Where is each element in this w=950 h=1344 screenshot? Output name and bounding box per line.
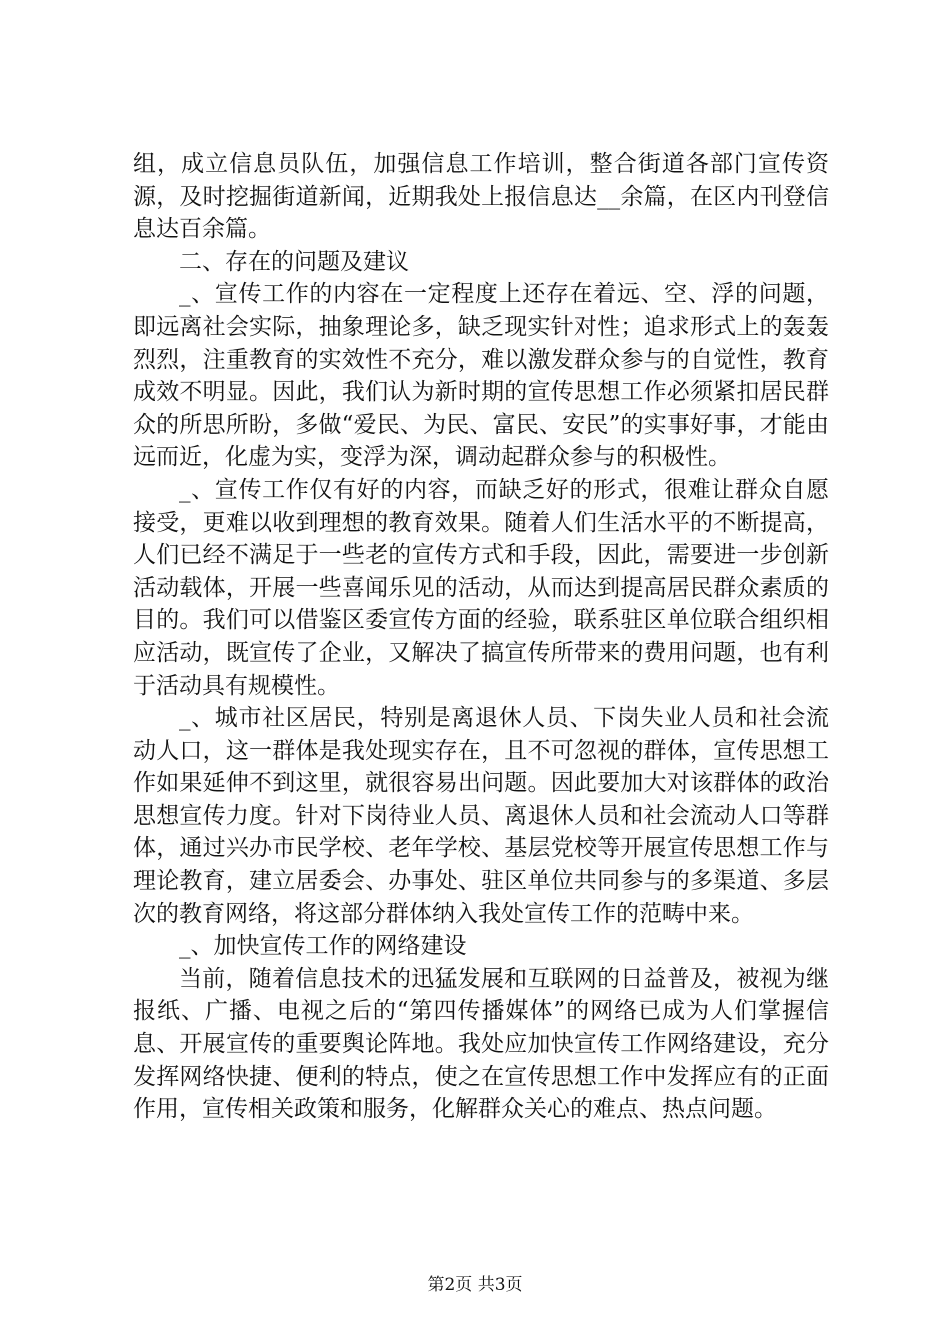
section-heading-network: _、加快宣传工作的网络建设 (179, 933, 467, 960)
paragraph-form-issue: _、宣传工作仅有好的内容，而缺乏好的形式，很难让群众自愿接受，更难以收到理想的教育效果。随着人们生活水平的不断提高，人们已经不满足于一些老的宣传方式和手段，因此，需要进一步创新活动载体，开展一些喜闻乐见的活动，从而达到提高居民群众素质的目的。我们可以借鉴区委宣传方面的经验，联系驻区单位联合组织相应活动，既宣传了企业，又解决了搞宣传所带来的费用问题，也有利于活动具有规模性。 (133, 476, 829, 699)
page-footer (0, 1270, 950, 1295)
section-heading-problems: 二、存在的问题及建议 (179, 248, 409, 275)
paragraph-network-building: 当前，随着信息技术的迅猛发展和互联网的日益普及，被视为继报纸、广播、电视之后的“第四传播媒体”的网络已成为人们掌握信息、开展宣传的重要舆论阵地。我处应加快宣传工作网络建设，充分发挥网络快捷、便利的特点，使之在宣传思想工作中发挥应有的正面作用，宣传相关政策和服务，化解群众关心的难点、热点问题。 (133, 965, 829, 1123)
paragraph-continuation: 组，成立信息员队伍，加强信息工作培训，整合街道各部门宣传资源，及时挖掘街道新闻，近期我处上报信息达__余篇，在区内刊登信息达百余篇。 (133, 151, 829, 243)
paragraph-content-issue: _、宣传工作的内容在一定程度上还存在着远、空、浮的问题，即远离社会实际，抽象理论多，缺乏现实针对性；追求形式上的轰轰烈烈，注重教育的实效性不充分，难以激发群众参与的自觉性，教育成效不明显。因此，我们认为新时期的宣传思想工作必须紧扣居民群众的所思所盼，多做“爱民、为民、富民、安民”的实事好事，才能由远而近，化虚为实，变浮为深，调动起群众参与的积极性。 (133, 281, 829, 471)
page-number-label: 第2页 共3页 (427, 1275, 523, 1295)
paragraph-community-residents: _、城市社区居民，特别是离退休人员、下岗失业人员和社会流动人口，这一群体是我处现实存在，且不可忽视的群体，宣传思想工作如果延伸不到这里，就很容易出问题。因此要加大对该群体的政治思想宣传力度。针对下岗待业人员、离退休人员和社会流动人口等群体，通过兴办市民学校、老年学校、基层党校等开展宣传思想工作与理论教育，建立居委会、办事处、驻区单位共同参与的多渠道、多层次的教育网络，将这部分群体纳入我处宣传工作的范畴中来。 (133, 705, 829, 927)
document-body (133, 148, 829, 1126)
